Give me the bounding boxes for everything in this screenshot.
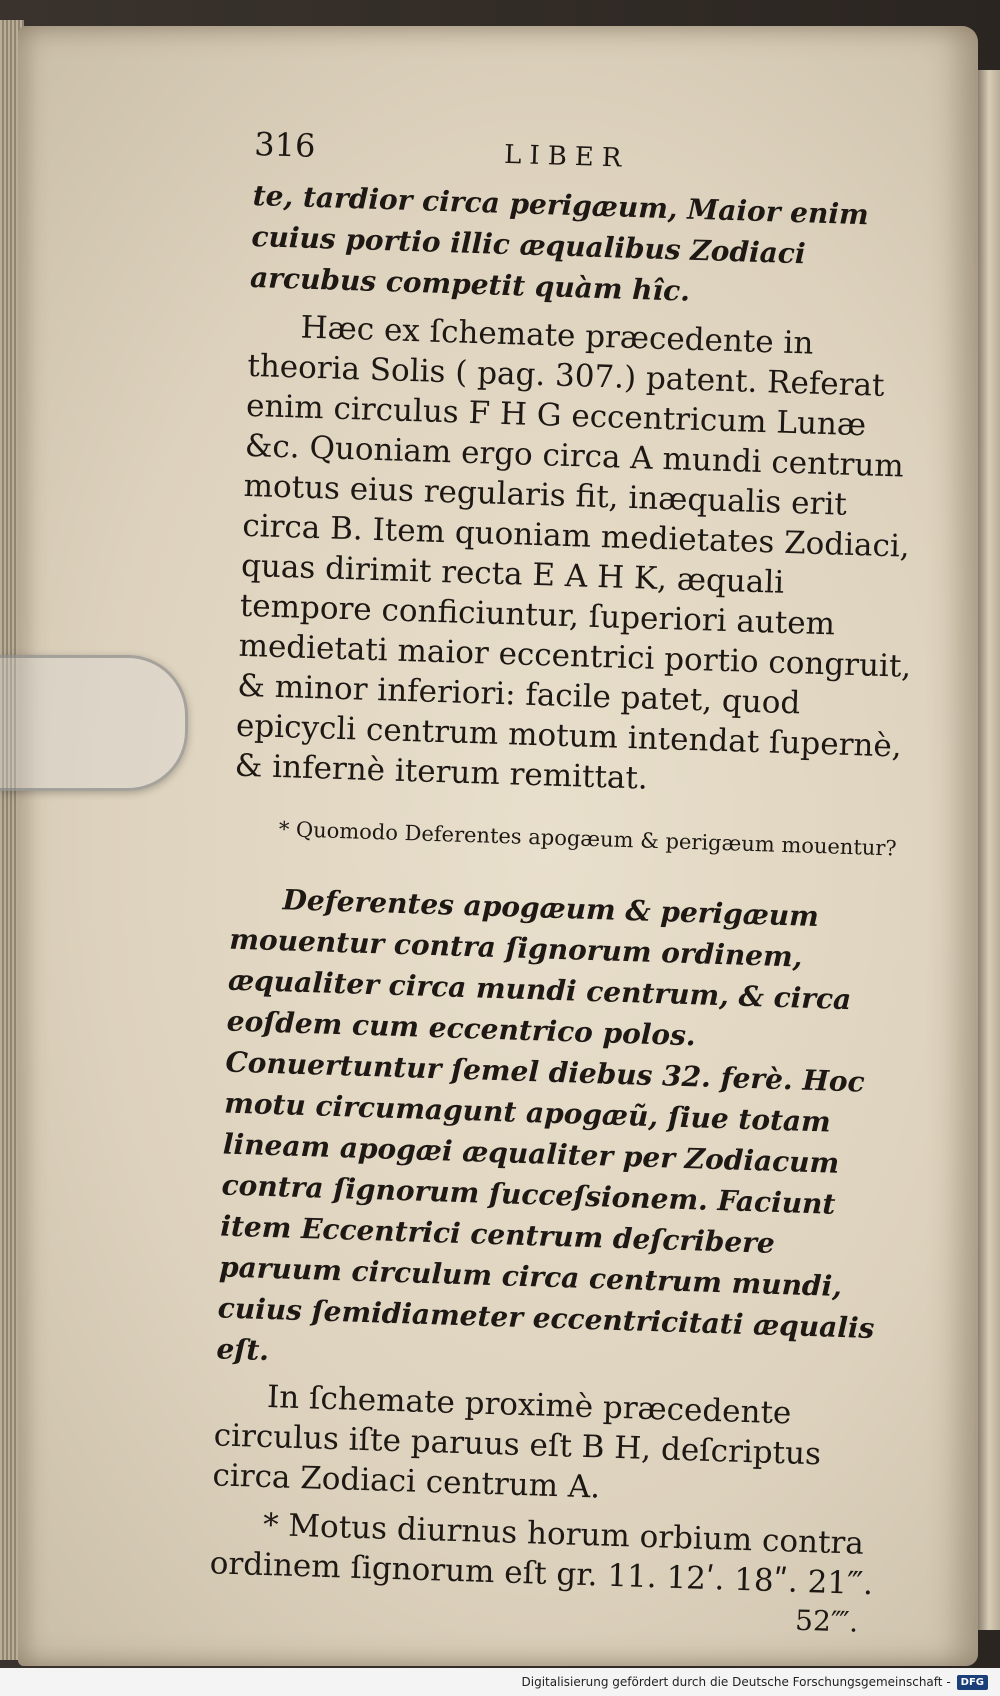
page-clip [0,655,188,791]
facing-page-edge [978,70,1000,1630]
question-heading: * Quomodo Deferentes apogæum & perigæum mouentur? [278,817,898,861]
page-number: 316 [253,125,317,165]
paragraph-motus-diurnus: * Motus diurnus horum orbium contra ordinem ſignorum eſt gr. 11. 12ʹ. 18ʺ. 21‴. [209,1506,874,1603]
funding-credit: Digitalisierung gefördert durch die Deutsche Forschungsgemeinschaft - [521,1675,951,1689]
page-text [208,125,935,1640]
paragraph-deferentes: Deferentes apogæum & perigæum mouentur contra ſignorum ordinem, æqualiter circa mundi centrum, & circa eoſdem cum eccentrico polos. Conuertuntur ſemel diebus 32. ferè. Hoc motu circumagunt apogæũ, ſiue totam lineam apogæi æqualiter per Zodiacum contra ſignorum ſucceſsionem. Faciunt item Eccentrici centrum deſcribere paruum circulum circa centrum mundi, cuius ſemidiameter eccentricitati æqualis eſt. [216,883,875,1368]
paragraph-schema: In ſchemate proximè præcedente circulus iſte paruus eſt B H, deſcriptus circa Zodiaci centrum A. [211,1379,822,1506]
catchword: 52⁗. [794,1603,859,1639]
digitization-footer [0,1668,1000,1696]
dfg-logo: DFG [957,1675,988,1690]
paragraph-explanation: Hæc ex ſchemate præcedente in theoria Solis ( pag. 307.) patent. Referat enim circulus F H G eccentricum Lunæ &c. Quoniam ergo circa A mundi centrum motus eius regularis fit, inæqualis erit circa B. Item quoniam medietates Zodiaci, quas dirimit recta E A H K, æquali tempore conficiuntur, ſuperiori autem medietati maior eccentrici portio congruit, & minor inferiori: facile patet, quod epicycli centrum motum intendat ſupernè, & infernè iterum remittat. [234,309,912,797]
paragraph-continuation: te, tardior circa perigæum, Maior enim cuius portio illic æqualibus Zodiaci arcubus competit quàm hîc. [249,178,870,308]
running-head: LIBER [503,139,630,174]
